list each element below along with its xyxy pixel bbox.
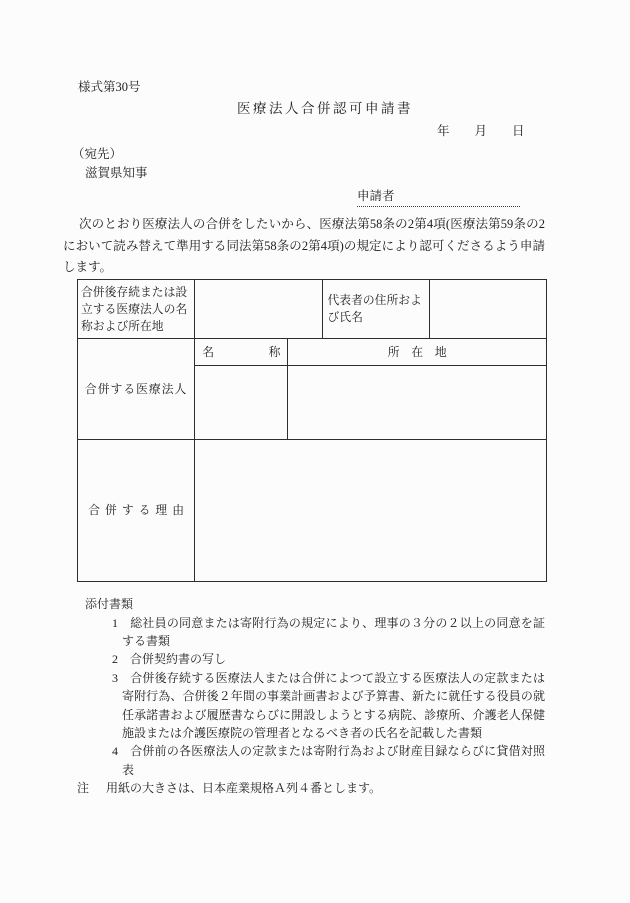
addressee-name: 滋賀県知事 bbox=[85, 166, 148, 180]
document-title: 医療法人合併認可申請書 bbox=[237, 101, 413, 116]
application-statement: 次のとおり医療法人の合併をしたいから、医療法第58条の2第4項(医療法第59条の2において読み替えて準用する同法第58条の2第4項)の規定により認可くださるよう申請します。 bbox=[63, 217, 545, 275]
addressee-label: （宛先） bbox=[72, 147, 123, 161]
attachments-heading: 添付書類 bbox=[85, 597, 134, 612]
applicant-label: 申請者 bbox=[357, 189, 395, 203]
attachment-item-3 bbox=[112, 669, 545, 743]
address-value-cell bbox=[288, 366, 547, 440]
attachment-item-text: 合併契約書の写し bbox=[130, 652, 227, 667]
date-row bbox=[63, 124, 545, 139]
paper-size-note bbox=[77, 779, 545, 797]
surviving-corp-value-cell bbox=[195, 280, 323, 339]
merger-reason-label: 合併する理由 bbox=[78, 440, 195, 582]
title-row bbox=[63, 101, 545, 117]
date-line: 年 月 日 bbox=[437, 124, 525, 138]
name-value-cell bbox=[195, 366, 288, 440]
note-label: 注 bbox=[77, 781, 90, 796]
note-text: 用紙の大きさは、日本産業規格Ａ列４番とします。 bbox=[106, 781, 382, 796]
attachment-item-text: 合併後存続する医療法人または合併によつて設立する医療法人の定款または寄附行為、合併後２年間の事業計画書および予算書、新たに就任する役員の就任承諾書および履歴書ならびに開設しようとする病院、診療所、介護老人保健施設または介護医療院の管理者となるべき者の氏名を記載した書類 bbox=[122, 670, 545, 740]
attachment-item-4 bbox=[112, 742, 545, 779]
attachment-item-number: 2 bbox=[112, 652, 118, 667]
merger-form-table bbox=[77, 279, 547, 582]
address-column-header: 所 在 地 bbox=[288, 339, 547, 366]
representative-label: 代表者の住所および氏名 bbox=[323, 280, 429, 339]
attachments-section bbox=[63, 595, 545, 797]
attachment-item-2 bbox=[112, 650, 545, 668]
form-number: 様式第30号 bbox=[78, 80, 141, 94]
attachment-item-text: 合併前の各医療法人の定款または寄附行為および財産目録ならびに貸借対照表 bbox=[122, 744, 545, 777]
table-row-surviving-corp bbox=[78, 280, 547, 339]
attachment-item-number: 1 bbox=[112, 615, 118, 630]
surviving-corp-label: 合併後存続または設立する医療法人の名称および所在地 bbox=[78, 280, 195, 339]
table-row-merger-reason bbox=[78, 440, 547, 582]
merging-corps-label: 合併する医療法人 bbox=[78, 339, 195, 440]
representative-value-cell bbox=[429, 280, 546, 339]
attachment-item-text: 総社員の同意または寄附行為の規定により、理事の３分の２以上の同意を証する書類 bbox=[122, 615, 545, 648]
attachment-item-number: 3 bbox=[112, 670, 118, 685]
merger-reason-value-cell bbox=[195, 440, 547, 582]
applicant-signature-line bbox=[357, 189, 520, 207]
attachment-item-number: 4 bbox=[112, 744, 118, 759]
applicant-row bbox=[63, 189, 545, 207]
table-row-merging-header bbox=[78, 339, 547, 366]
attachment-item-1 bbox=[112, 614, 545, 651]
name-column-header: 名 称 bbox=[195, 339, 288, 366]
